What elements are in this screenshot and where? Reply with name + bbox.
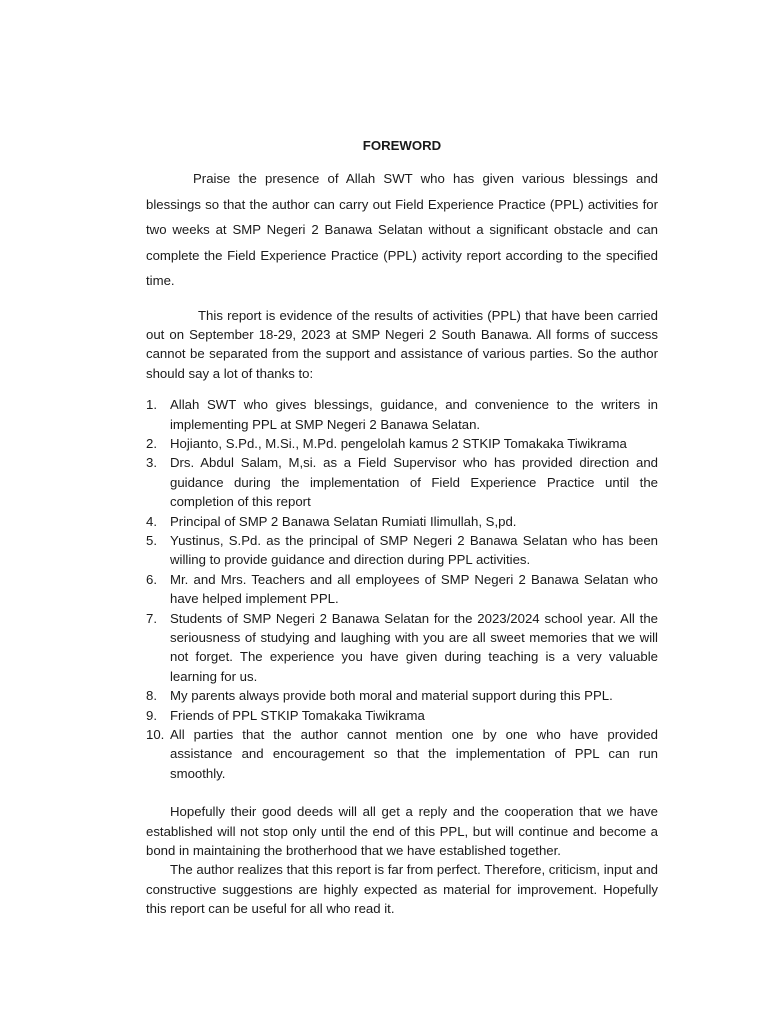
list-item <box>146 512 658 531</box>
list-item <box>146 395 658 434</box>
list-item-text: Yustinus, S.Pd. as the principal of SMP Negeri 2 Banawa Selatan who has been willing to provide guidance and direction during PPL activities. <box>170 532 658 568</box>
list-item-text: All parties that the author cannot mention one by one who have provided assistance and encouragement so that the implementation of PPL can run smoothly. <box>170 727 658 781</box>
closing-paragraph-2: The author realizes that this report is far from perfect. Therefore, criticism, input and constructive suggestions are highly expected as material for improvement. Hopefully this report can be useful for all who read it. <box>146 862 658 917</box>
list-item <box>146 453 658 511</box>
list-item-text: Mr. and Mrs. Teachers and all employees of SMP Negeri 2 Banawa Selatan who have helped implement PPL. <box>170 571 658 607</box>
document-page <box>146 138 658 919</box>
list-item-number: 4. <box>146 513 157 529</box>
paragraph-spacer <box>146 783 658 802</box>
list-item-text: My parents always provide both moral and material support during this PPL. <box>170 688 613 704</box>
list-item-text: Students of SMP Negeri 2 Banawa Selatan for the 2023/2024 school year. All the seriousness of studying and laughing with you are all sweet memories that we will not forget. The experience you have given during teaching is a very valuable learning for us. <box>170 610 658 684</box>
list-item-number: 7. <box>146 610 157 626</box>
intro-paragraph: Praise the presence of Allah SWT who has given various blessings and blessings so that the author can carry out Field Experience Practice (PPL) activities for two weeks at SMP Negeri 2 Banawa Selatan without a significant obstacle and can complete the Field Experience Practice (PPL) activity report according to the specified time. <box>146 171 658 288</box>
list-item-number: 10. <box>146 727 165 743</box>
list-item <box>146 531 658 570</box>
list-item <box>146 609 658 687</box>
list-item-number: 3. <box>146 455 157 471</box>
list-item <box>146 434 658 453</box>
list-item-text: Allah SWT who gives blessings, guidance, and convenience to the writers in implementing PPL at SMP Negeri 2 Banawa Selatan. <box>170 397 658 432</box>
list-item-number: 6. <box>146 571 157 587</box>
page-title: FOREWORD <box>362 138 442 153</box>
list-item <box>146 686 658 705</box>
list-item-number: 9. <box>146 707 157 723</box>
list-item-text: Principal of SMP 2 Banawa Selatan Rumiati Ilimullah, S,pd. <box>170 513 517 529</box>
closing-paragraph-1: Hopefully their good deeds will all get a reply and the cooperation that we have established will not stop only until the end of this PPL, but will continue and become a bond in maintaining the brotherhood that we have established together. <box>146 804 658 859</box>
thanks-list <box>146 395 658 783</box>
list-item-text: Friends of PPL STKIP Tomakaka Tiwikrama <box>170 707 425 723</box>
report-paragraph: This report is evidence of the results of activities (PPL) that have been carried out on September 18-29, 2023 at SMP Negeri 2 South Banawa. All forms of success cannot be separated from the support and assistance of various parties. So the author should say a lot of thanks to: <box>146 307 658 381</box>
list-item <box>146 570 658 609</box>
list-item-number: 1. <box>146 397 157 413</box>
list-item-text: Drs. Abdul Salam, M,si. as a Field Supervisor who has provided direction and guidance during the implementation of Field Experience Practice until the completion of this report <box>170 455 658 510</box>
list-item <box>146 706 658 725</box>
list-item <box>146 725 658 783</box>
list-item-text: Hojianto, S.Pd., M.Si., M.Pd. pengelolah kamus 2 STKIP Tomakaka Tiwikrama <box>170 435 627 451</box>
list-item-number: 2. <box>146 435 157 451</box>
list-item-number: 5. <box>146 532 157 548</box>
list-item-number: 8. <box>146 688 157 704</box>
